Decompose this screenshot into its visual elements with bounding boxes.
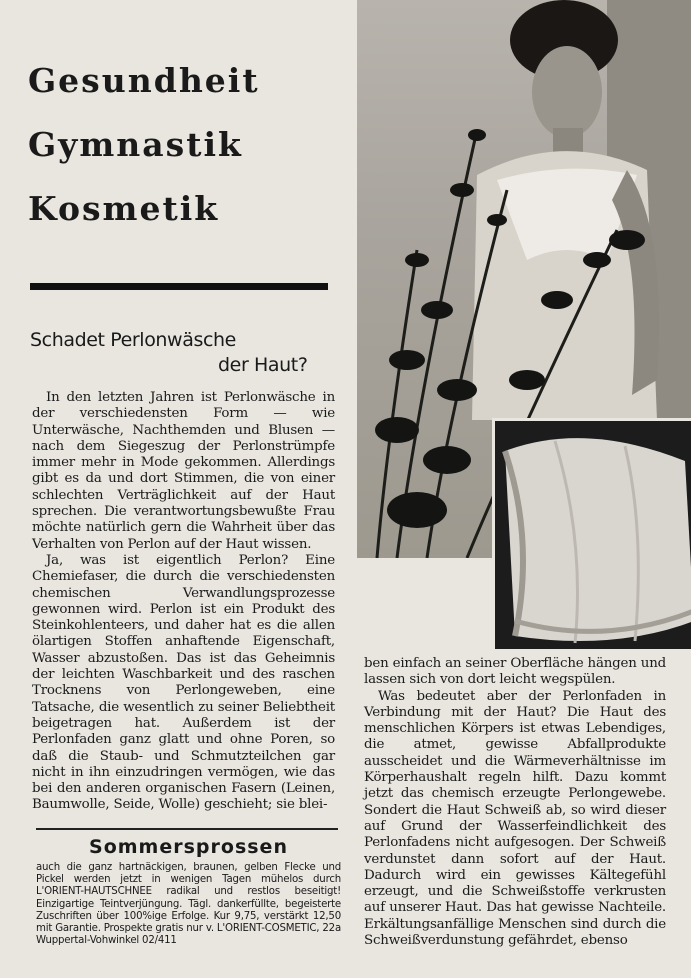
article-paragraph-2: Ja, was ist eigentlich Perlon? Eine Chemiefaser, die durch die verschiedensten chemischen Verwandlungsprozesse gewonnen wird. Perlon ist ein Produkt des Steinkohlenteers, und daher hat es die allen ölartigen Stoffen anhaftende Eigenschaft, Wasser abzustoßen. Das ist das Geheimnis der leichten Waschbarkeit und des raschen Trocknens von Perlongeweben, eine Tatsache, die wesentlich zu seiner Beliebtheit beigetragen hat. Außerdem ist der Perlonfaden ganz glatt und ohne Poren, so daß die Staub- und Schmutzteilchen gar nicht in ihn einzudringen vermögen, wie das bei den anderen organischen Fasern (Leinen, Baumwolle, Seide, Wolle) geschieht; sie blei-: [32, 552, 335, 813]
article-column-right: [364, 656, 666, 949]
article-paragraph-2-continued: ben einfach an seiner Oberfläche hängen und lassen sich von dort leicht wegspülen.: [364, 656, 666, 688]
article-title: [30, 328, 330, 378]
section-heading: [28, 61, 260, 256]
heading-gesundheit: Gesundheit: [28, 61, 260, 100]
advertisement: [36, 836, 341, 947]
article-title-line1: Schadet Perlonwäsche: [30, 329, 236, 351]
heading-divider: [30, 283, 328, 290]
ad-body: auch die ganz hartnäckigen, braunen, gelben Flecke und Pickel werden jetzt in wenigen Tagen mühelos durch L'ORIENT-HAUTSCHNEE radikal und restlos beseitigt! Einzigartige Teintverjüngung. Tägl. dankerfüllte, begeisterte Zuschriften über 100%ige Erfolge. Kur 9,75, verstärkt 12,50 mit Garantie. Prospekte gratis nur v. L'ORIENT-COSMETIC, 22a Wuppertal-Vohwinkel 02/411: [36, 862, 341, 947]
ad-title: Sommersprossen: [89, 836, 288, 858]
ad-divider: [36, 828, 338, 830]
heading-gymnastik: Gymnastik: [28, 125, 243, 164]
article-paragraph-3: Was bedeutet aber der Perlonfaden in Verbindung mit der Haut? Die Haut des menschlichen Körpers ist etwas Lebendiges, die atmet, gewisse Abfallprodukte ausscheidet und die Wärmeverhältnisse im Körperhaushalt regeln hilft. Dazu kommt jetzt das chemisch erzeugte Perlongewebe. Sondert die Haut Schweiß ab, so wird dieser auf Grund der Wasserfeindlichkeit des Perlonfadens nicht aufgesogen. Der Schweiß verdunstet dann sofort auf der Haut. Dadurch wird ein gewisses Kältegefühl erzeugt, und die Schweißstoffe verkrusten auf unserer Haut. Das hat gewisse Nachteile. Erkältungsanfällige Menschen sind durch die Schweißverdunstung gefährdet, ebenso: [364, 688, 666, 949]
article-column-left: [32, 390, 335, 814]
article-paragraph-1: In den letzten Jahren ist Perlonwäsche in der verschiedensten Form — wie Unterwäsche, Nachthemden und Blusen — nach dem Siegeszug der Perlonstrümpfe immer mehr in Mode gekommen. Allerdings gibt es da und dort Stimmen, die von einer schlechten Verträglichkeit auf der Haut sprechen. Die verantwortungsbewußte Frau möchte natürlich gern die Wahrheit über das Verhalten von Perlon auf der Haut wissen.: [32, 390, 335, 552]
photo-lace-garment: [492, 418, 691, 649]
article-title-line2: der Haut?: [218, 354, 308, 376]
heading-kosmetik: Kosmetik: [28, 189, 220, 228]
photo-lace-illustration: [495, 421, 691, 649]
